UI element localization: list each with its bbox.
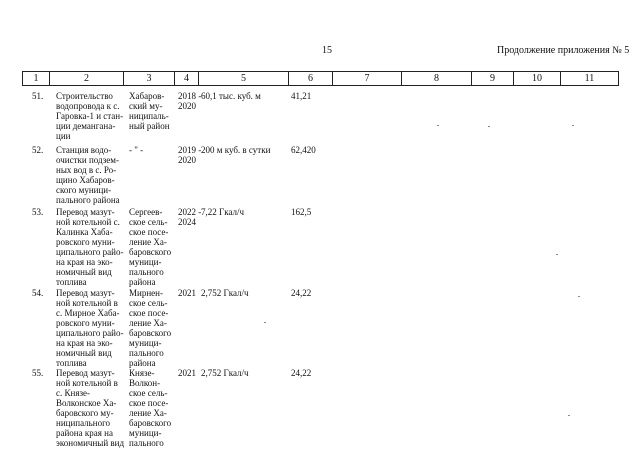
project-name: Станция водо- очистки подзем- ных вод в с. Ро- щино Хабаров- ского муници- пального района [56,145,120,205]
project-name: Перевод мазут- ной котельной в с. Мирное Хаба- ровского муни- ципального райо- на края на эко- номичный вид топлива [56,288,124,368]
project-years: 2021 [178,288,196,298]
col-header-2: 2 [50,72,124,86]
scan-speck [556,254,558,255]
row-number: 53. [32,207,44,217]
row-number: 54. [32,288,44,298]
project-location: Сергеев- ское сель- ское посе- ление Ха- баровского муници- пального района [129,207,172,287]
project-name: Перевод мазут- ной котельной в с. Князе- Волконское Ха- баровского му- ниципального района края на экономичный вид [56,368,125,448]
row-number: 51. [32,91,44,101]
project-cost: 162,5 [291,207,312,217]
continuation-label: Продолжение приложения № 5 [497,45,630,56]
scan-speck [572,125,574,126]
page-number: 15 [322,45,332,56]
project-location: Хабаров- ский му- ниципаль- ный район [129,91,170,131]
row-number: 55. [32,368,44,378]
col-header-4: 4 [175,72,199,86]
scan-speck [437,125,439,126]
col-header-10: 10 [514,72,561,86]
project-location: Мирнен- ское сель- ское посе- ление Ха- баровского муници- пального района [129,288,172,368]
project-name: Перевод мазут- ной котельной с. Калинка Хаба- ровского муни- ципального райо- на края на эко- номичный вид топлива [56,207,124,287]
project-years: 2021 [178,368,196,378]
scan-speck [578,296,580,297]
col-header-9: 9 [472,72,514,86]
project-capacity: 2,752 Гкал/ч [201,288,249,298]
col-header-8: 8 [402,72,472,86]
project-cost: 24,22 [291,368,312,378]
col-header-7: 7 [333,72,402,86]
project-capacity: 2,752 Гкал/ч [201,368,249,378]
project-name: Строительство водопровода к с. Гаровка-1 и стан- ции демангана- ции [56,91,124,141]
col-header-11: 11 [561,72,619,86]
col-header-5: 5 [199,72,289,86]
project-capacity: 60,1 тыс. куб. м [201,91,261,101]
row-number: 52. [32,145,44,155]
project-years: 2022 - 2024 [178,207,202,227]
column-number-header [22,71,619,86]
project-capacity: 7,22 Гкал/ч [201,207,245,217]
col-header-3: 3 [124,72,175,86]
project-location: - " - [129,145,144,155]
project-cost: 62,420 [291,145,316,155]
scan-speck [488,126,490,127]
project-location: Князе- Волкон- ское сель- ское посе- ление Ха- баровского муници- пального [129,368,172,448]
project-cost: 24,22 [291,288,312,298]
project-years: 2019 - 2020 [178,145,202,165]
project-cost: 41,21 [291,91,312,101]
col-header-6: 6 [289,72,333,86]
project-years: 2018 - 2020 [178,91,202,111]
col-header-1: 1 [23,72,50,86]
scan-speck [568,415,570,416]
scan-speck [264,322,266,323]
project-capacity: 200 м куб. в сутки [201,145,271,155]
